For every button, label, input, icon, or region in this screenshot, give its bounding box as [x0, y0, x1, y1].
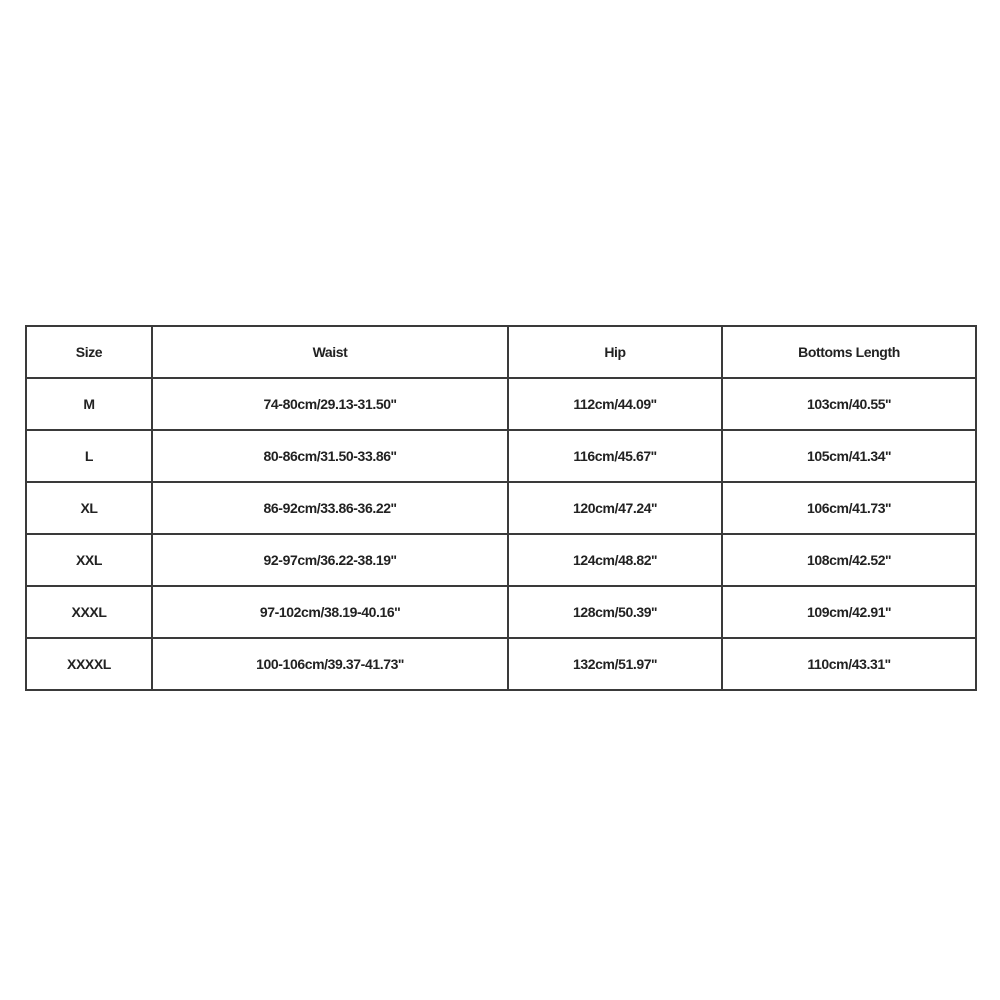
- hip-cell: 120cm/47.24'': [508, 482, 722, 534]
- bottoms-length-cell: 110cm/43.31'': [722, 638, 976, 690]
- bottoms-length-cell: 103cm/40.55'': [722, 378, 976, 430]
- header-hip: Hip: [508, 326, 722, 378]
- hip-cell: 112cm/44.09'': [508, 378, 722, 430]
- size-cell: XXXXL: [26, 638, 152, 690]
- size-cell: L: [26, 430, 152, 482]
- size-chart-table: [25, 325, 977, 691]
- hip-cell: 124cm/48.82'': [508, 534, 722, 586]
- table-row: [26, 586, 976, 638]
- table-row: [26, 638, 976, 690]
- size-cell: XXL: [26, 534, 152, 586]
- waist-cell: 100-106cm/39.37-41.73'': [152, 638, 508, 690]
- waist-cell: 97-102cm/38.19-40.16'': [152, 586, 508, 638]
- header-row: [26, 326, 976, 378]
- size-cell: XL: [26, 482, 152, 534]
- hip-cell: 128cm/50.39'': [508, 586, 722, 638]
- header-waist: Waist: [152, 326, 508, 378]
- table-row: [26, 534, 976, 586]
- bottoms-length-cell: 108cm/42.52'': [722, 534, 976, 586]
- header-bottoms-length: Bottoms Length: [722, 326, 976, 378]
- table-row: [26, 430, 976, 482]
- size-cell: XXXL: [26, 586, 152, 638]
- hip-cell: 116cm/45.67'': [508, 430, 722, 482]
- header-size: Size: [26, 326, 152, 378]
- table-row: [26, 378, 976, 430]
- waist-cell: 92-97cm/36.22-38.19'': [152, 534, 508, 586]
- bottoms-length-cell: 109cm/42.91'': [722, 586, 976, 638]
- waist-cell: 74-80cm/29.13-31.50'': [152, 378, 508, 430]
- table-row: [26, 482, 976, 534]
- bottoms-length-cell: 105cm/41.34'': [722, 430, 976, 482]
- size-cell: M: [26, 378, 152, 430]
- bottoms-length-cell: 106cm/41.73'': [722, 482, 976, 534]
- waist-cell: 86-92cm/33.86-36.22'': [152, 482, 508, 534]
- waist-cell: 80-86cm/31.50-33.86'': [152, 430, 508, 482]
- hip-cell: 132cm/51.97'': [508, 638, 722, 690]
